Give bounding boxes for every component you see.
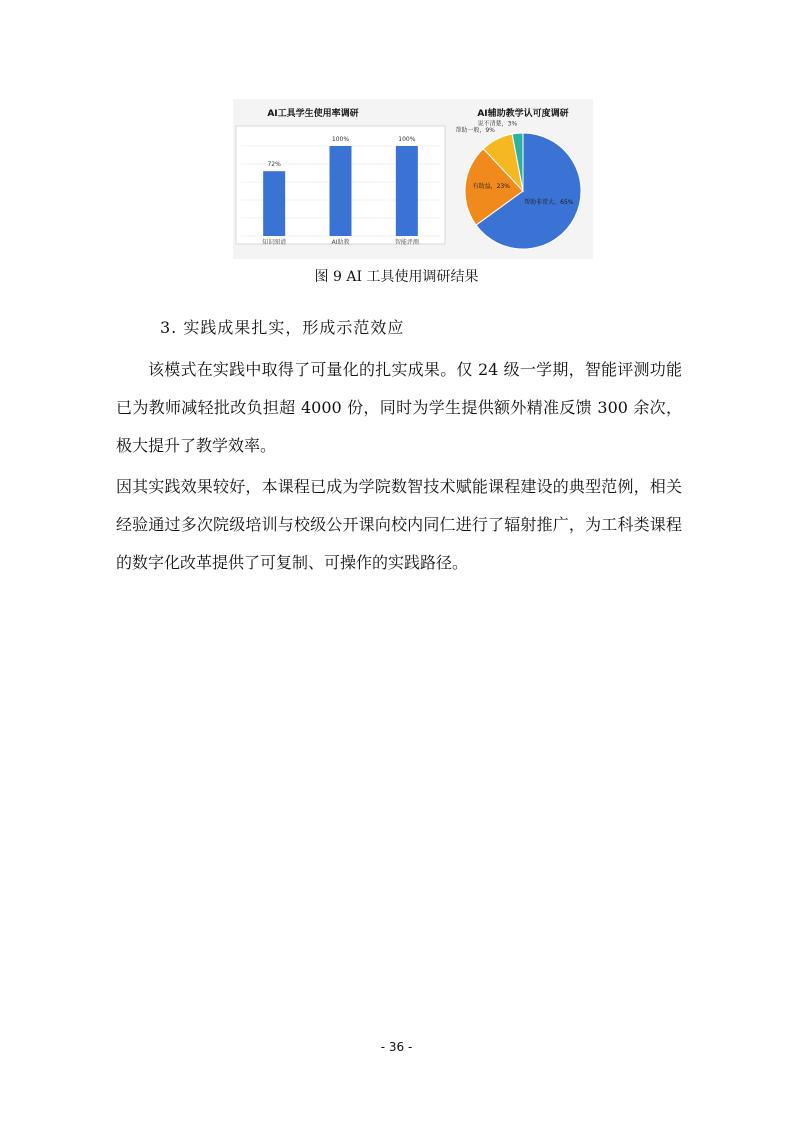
- bar-data-label: 72%: [267, 161, 281, 169]
- survey-figure: [233, 99, 593, 259]
- survey-charts: [233, 99, 593, 259]
- paragraph-1: 该模式在实践中取得了可量化的扎实成果。仅 24 级一学期，智能评测功能已为教师减轻批改负担超 4000 份，同时为学生提供额外精准反馈 300 余次，极大提升了教学效率。: [116, 360, 682, 455]
- bar-AI助教: [330, 146, 352, 236]
- figure-caption: 图 9 AI 工具使用调研结果: [314, 269, 479, 285]
- pie-chart-title: AI辅助教学认可度调研: [477, 109, 569, 119]
- pie-slice-label: 帮助一般，9%: [455, 126, 495, 134]
- bar-data-label: 100%: [398, 136, 416, 143]
- pie-slice-label: 有助益，23%: [472, 182, 510, 190]
- bar-chart-plot: [236, 126, 445, 246]
- paragraph-2: 因其实践效果较好，本课程已成为学院数智技术赋能课程建设的典型范例，相关经验通过多次院级培训与校级公开课向校内同仁进行了辐射推广，为工科类课程的数字化改革提供了可复制、可操作的实践路径。: [116, 477, 682, 572]
- pie-chart-slices: [465, 133, 581, 249]
- bar-category-label: AI助教: [331, 239, 350, 246]
- pie-slice-label: 说不清楚，3%: [477, 120, 518, 128]
- bar-chart-categories: [262, 238, 419, 246]
- section-heading: 3. 实践成果扎实，形成示范效应: [160, 318, 405, 337]
- bar-智能评测: [396, 146, 418, 236]
- page-number: - 36 -: [380, 1040, 413, 1054]
- pie-slice-label: 帮助非常大，65%: [524, 199, 574, 207]
- bar-chart-title: AI工具学生使用率调研: [267, 109, 359, 119]
- bar-data-label: 100%: [331, 136, 350, 143]
- bar-category-label: 知识图谱: [262, 239, 287, 246]
- bar-知识图谱: [263, 171, 285, 236]
- bar-category-label: 智能评测: [394, 239, 419, 246]
